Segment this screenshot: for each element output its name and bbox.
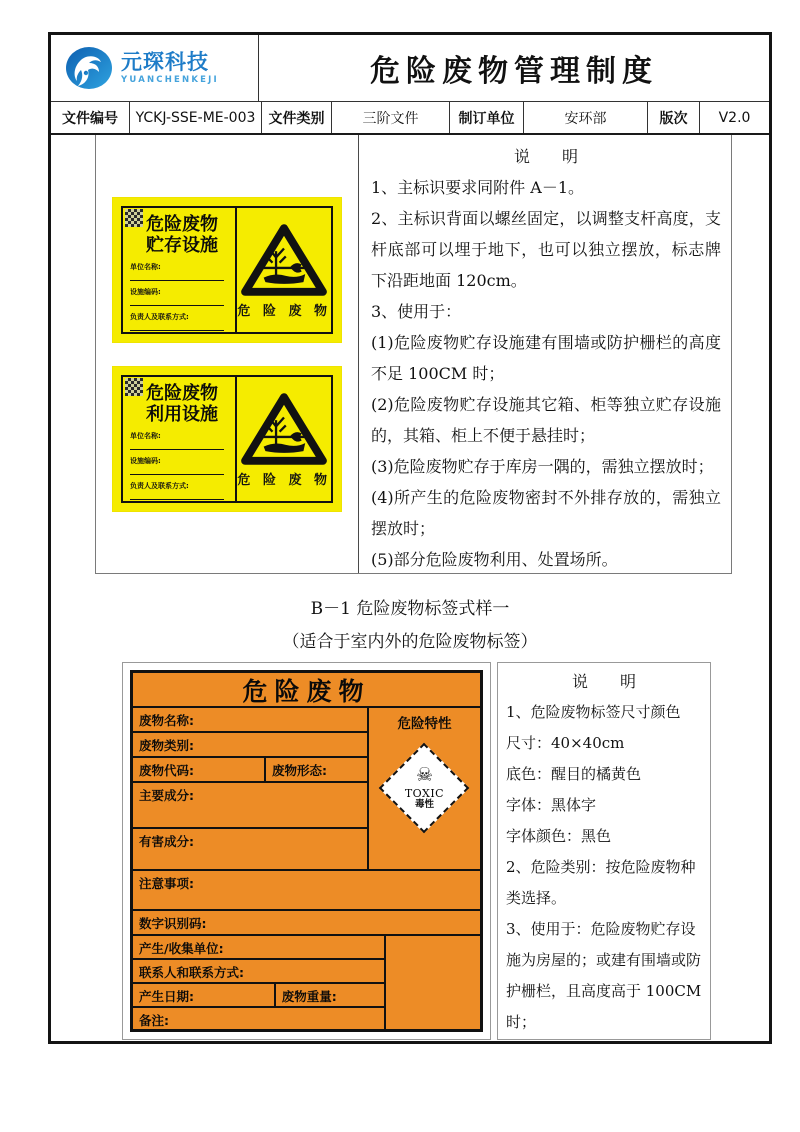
waste-label-container: [122, 662, 491, 1040]
note-item: 尺寸：40×40cm: [506, 734, 625, 752]
field-code-form-row: [133, 758, 367, 783]
note-item: (5)部分危险废物利用、处置场所。: [371, 550, 618, 569]
meta-value-dept: 安环部: [523, 102, 647, 133]
blank-line: [130, 272, 224, 281]
sign-field-unit: [130, 262, 228, 281]
logo-text: [121, 49, 219, 85]
meta-label-dept: 制订单位: [449, 102, 523, 133]
field-main-components: 主要成分:: [133, 783, 367, 829]
logo: [51, 35, 259, 101]
field-waste-name: 废物名称:: [133, 708, 367, 733]
environment-hazard-icon: [239, 222, 329, 298]
sign-info-panel: [123, 208, 237, 332]
note-item: (1)危险废物贮存设施建有围墙或防护栅栏的高度不足 100CM 时；: [371, 333, 721, 383]
note-item: 1、危险废物标签尺寸颜色: [506, 703, 681, 721]
skull-crossbones-icon: ☠: [415, 764, 433, 787]
waste-label-middle: [133, 708, 480, 869]
utilization-facility-sign: [113, 367, 341, 511]
meta-value-doc-no: YCKJ-SSE-ME-003: [129, 102, 261, 133]
field-waste-weight: 废物重量:: [274, 984, 385, 1006]
field-digital-id: 数字识别码:: [133, 911, 480, 936]
field-production-date: 产生日期:: [139, 989, 194, 1004]
blank-line: [130, 491, 224, 500]
sign-title-line2: 利用设施: [146, 403, 218, 425]
note-item: 字体：黑体字: [506, 796, 597, 814]
storage-facility-sign: [113, 198, 341, 342]
blank-line: [130, 441, 224, 450]
sign-title: [146, 214, 228, 256]
signs-column: [96, 135, 359, 573]
sign-title-line1: 危险废物: [146, 382, 218, 404]
sign-field-code: [130, 287, 228, 306]
waste-label-fields: [133, 708, 369, 869]
page-title: 危险废物管理制度: [370, 54, 658, 89]
meta-value-doc-type: 三阶文件: [331, 102, 449, 133]
environment-hazard-icon: [239, 391, 329, 467]
sign-field-label: 负责人及联系方式:: [130, 312, 189, 321]
sign-field-label: 设施编码:: [130, 456, 161, 465]
note-item: (2)危险废物贮存设施其它箱、柜等独立贮存设施的，其箱、柜上不便于悬挂时；: [371, 395, 721, 445]
sign-symbol-panel: [237, 208, 331, 332]
hazard-property-panel: [369, 708, 480, 869]
caption-line1: B－1 危险废物标签式样一: [310, 599, 510, 619]
sign-caption: 危 险 废 物: [237, 473, 331, 488]
sign-title-line2: 贮存设施: [146, 234, 218, 256]
field-waste-code: 废物代码:: [139, 763, 194, 778]
waste-label-bottom: [133, 936, 480, 1029]
bottom-fields: [133, 936, 386, 1029]
meta-label-doc-no: 文件编号: [62, 110, 118, 127]
waste-label-title: 危险废物: [133, 673, 480, 708]
sign-field-label: 单位名称:: [130, 431, 161, 440]
note-item: (4)所产生的危险废物密封不外排存放的，需独立摆放时；: [371, 488, 721, 538]
sign-field-contact: [130, 312, 228, 331]
note-item: 2、主标识背面以螺丝固定，以调整支杆高度，支杆底部可以埋于地下，也可以独立摆放，标志牌下沿距地面 120cm。: [371, 209, 721, 290]
header: [51, 35, 769, 101]
field-precautions: 注意事项:: [133, 869, 480, 911]
blank-line: [130, 466, 224, 475]
note-item: (3)危险废物贮存于库房一隅的，需独立摆放时；: [371, 457, 714, 476]
notes-title: 说 明: [513, 147, 578, 166]
caption-line2: （适合于室内外的危险废物标签）: [282, 632, 538, 652]
content-area: [51, 135, 769, 1041]
field-waste-category: 废物类别:: [133, 733, 367, 758]
hazardous-waste-label: [130, 670, 483, 1032]
meta-value-version: V2.0: [699, 102, 769, 133]
brand-subtitle: YUANCHENKEJI: [121, 74, 219, 85]
note-item: 字体颜色：黑色: [506, 827, 612, 845]
notes-title: 说 明: [571, 672, 636, 691]
note-item: 1、主标识要求同附件 A－1。: [371, 178, 585, 197]
note-item: 3、使用于：: [371, 302, 462, 321]
note-item: 底色：醒目的橘黄色: [506, 765, 642, 783]
field-contact-info: 联系人和联系方式:: [133, 960, 384, 984]
sign-field-label: 设施编码:: [130, 287, 161, 296]
field-remarks: 备注:: [139, 1013, 169, 1028]
label-sample-caption: [51, 593, 769, 659]
meta-label-version: 版次: [647, 102, 699, 133]
sign-field-label: 负责人及联系方式:: [130, 481, 189, 490]
sign-field-label: 单位名称:: [130, 262, 161, 271]
field-waste-form: 废物形态:: [264, 758, 367, 781]
field-harmful-components: 有害成分:: [139, 834, 194, 849]
toxic-text: TOXIC: [404, 787, 445, 801]
meta-row: [51, 101, 769, 135]
field-producer-unit: 产生/收集单位:: [133, 936, 384, 960]
sign-inner: [121, 206, 333, 334]
blank-line: [130, 297, 224, 306]
diamond-content: [381, 745, 467, 831]
qr-code-icon: [125, 378, 143, 396]
bottom-empty-cell: [386, 936, 480, 1029]
note-item: 3、使用于：危险废物贮存设施为房屋的；或建有围墙或防护栅栏，且高度高于 100CM 时；: [506, 920, 702, 1031]
blank-line: [130, 322, 224, 331]
sign-title-line1: 危险废物: [146, 213, 218, 235]
sign-field-code: [130, 456, 228, 475]
sign-field-unit: [130, 431, 228, 450]
sign-caption: 危 险 废 物: [237, 304, 331, 319]
label-notes: [497, 662, 711, 1040]
sign-inner: [121, 375, 333, 503]
sign-field-contact: [130, 481, 228, 500]
qr-code-icon: [125, 209, 143, 227]
sign-info-panel: [123, 377, 237, 501]
meta-label-doc-type: 文件类别: [261, 102, 331, 133]
sign-symbol-panel: [237, 377, 331, 501]
title-cell: [259, 35, 769, 101]
toxic-subtext: 毒性: [414, 799, 434, 811]
logo-swirl-icon: [65, 46, 113, 90]
field-date-weight-row: [133, 984, 384, 1008]
toxic-diamond: [381, 745, 467, 831]
sign-title: [146, 383, 228, 425]
section-signs: [95, 135, 732, 574]
document-frame: [48, 32, 772, 1044]
note-item: 2、危险类别：按危险废物种类选择。: [506, 858, 696, 907]
signs-notes: [359, 135, 731, 573]
hazard-title: 危险特性: [397, 716, 452, 732]
brand-name: 元琛科技: [121, 49, 209, 74]
